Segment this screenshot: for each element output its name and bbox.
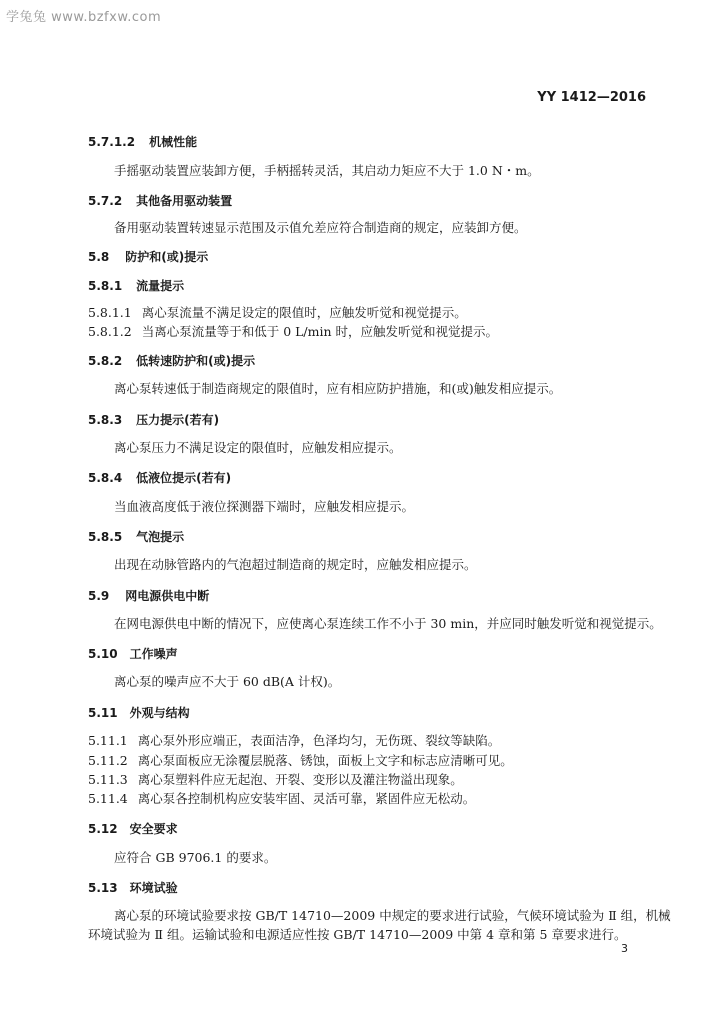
paragraph-line: 离心泵的环境试验要求按 GB/T 14710—2009 中规定的要求进行试验，气候环境试验为 Ⅱ 组，机械 [114, 908, 671, 923]
paragraph: 手摇驱动装置应装卸方便，手柄摇转灵活，其启动力矩应不大于 1.0 N・m。 [114, 163, 540, 178]
numbered-paragraph [88, 753, 650, 769]
heading-5-8-1 [88, 278, 650, 294]
clause-text: 离心泵流量不满足设定的限值时，应触发听觉和视觉提示。 [141, 305, 467, 320]
clause-text: 当离心泵流量等于和低于 0 L/min 时，应触发听觉和视觉提示。 [141, 324, 499, 339]
clause-title: 低液位提示(若有) [136, 471, 232, 485]
clause-title: 气泡提示 [136, 530, 185, 544]
clause-number: 5.11.3 [88, 772, 128, 787]
paragraph: 离心泵转速低于制造商规定的限值时，应有相应防护措施，和(或)触发相应提示。 [114, 381, 562, 396]
paragraph: 在网电源供电中断的情况下，应使离心泵连续工作不小于 30 min，并应同时触发听觉和视觉提示。 [114, 616, 662, 631]
clause-title: 低转速防护和(或)提示 [136, 354, 256, 368]
clause-number: 5.8.1 [88, 279, 123, 293]
clause-number: 5.11.2 [88, 753, 128, 768]
numbered-paragraph [88, 324, 650, 340]
clause-title: 机械性能 [149, 135, 198, 149]
clause-text: 离心泵外形应端正，表面洁净，色泽均匀，无伤斑、裂纹等缺陷。 [137, 733, 501, 748]
clause-text: 离心泵塑料件应无起泡、开裂、变形以及灌注物溢出现象。 [137, 772, 463, 787]
heading-5-8-5 [88, 529, 650, 545]
clause-title: 流量提示 [136, 279, 185, 293]
clause-number: 5.9 [88, 589, 110, 603]
clause-number: 5.8.4 [88, 471, 123, 485]
clause-number: 5.8.1.1 [88, 305, 132, 320]
numbered-paragraph [88, 772, 650, 788]
heading-5-11 [88, 705, 650, 721]
paragraph: 备用驱动装置转速显示范围及示值允差应符合制造商的规定，应装卸方便。 [114, 220, 527, 235]
page-number: 3 [621, 942, 628, 955]
clause-number: 5.8.2 [88, 354, 123, 368]
paragraph: 出现在动脉管路内的气泡超过制造商的规定时，应触发相应提示。 [114, 557, 477, 572]
clause-number: 5.10 [88, 647, 118, 661]
clause-number: 5.8.5 [88, 530, 123, 544]
paragraph: 当血液高度低于液位探测器下端时，应触发相应提示。 [114, 499, 415, 514]
clause-title: 外观与结构 [129, 706, 190, 720]
paragraph: 离心泵的噪声应不大于 60 dB(A 计权)。 [114, 674, 341, 689]
clause-number: 5.7.2 [88, 194, 123, 208]
clause-number: 5.11.1 [88, 733, 128, 748]
heading-5-8-4 [88, 470, 650, 486]
clause-title: 工作噪声 [129, 647, 178, 661]
heading-5-7-2 [88, 193, 650, 209]
heading-5-8 [88, 249, 650, 265]
clause-number: 5.8.1.2 [88, 324, 132, 339]
clause-title: 网电源供电中断 [125, 589, 210, 603]
clause-number: 5.8.3 [88, 413, 123, 427]
clause-title: 防护和(或)提示 [125, 250, 209, 264]
clause-number: 5.7.1.2 [88, 135, 136, 149]
clause-number: 5.11.4 [88, 791, 128, 806]
clause-title: 安全要求 [129, 822, 178, 836]
heading-5-10 [88, 646, 650, 662]
heading-5-9 [88, 588, 650, 604]
clause-number: 5.13 [88, 881, 118, 895]
numbered-paragraph [88, 733, 650, 749]
heading-5-8-3 [88, 412, 650, 428]
heading-5-13 [88, 880, 650, 896]
paragraph-line: 环境试验为 Ⅱ 组。运输试验和电源适应性按 GB/T 14710—2009 中第 4 章和第 5 章要求进行。 [88, 927, 627, 942]
clause-number: 5.11 [88, 706, 118, 720]
paragraph: 应符合 GB 9706.1 的要求。 [114, 850, 277, 865]
numbered-paragraph [88, 305, 650, 321]
clause-text: 离心泵面板应无涂覆层脱落、锈蚀，面板上文字和标志应清晰可见。 [137, 753, 513, 768]
clause-text: 离心泵各控制机构应安装牢固、灵活可靠，紧固件应无松动。 [137, 791, 476, 806]
clause-number: 5.12 [88, 822, 118, 836]
clause-title: 其他备用驱动装置 [136, 194, 233, 208]
heading-5-12 [88, 821, 650, 837]
numbered-paragraph [88, 791, 650, 807]
clause-title: 环境试验 [129, 881, 178, 895]
clause-title: 压力提示(若有) [136, 413, 220, 427]
clause-number: 5.8 [88, 250, 110, 264]
watermark: 学兔兔 www.bzfxw.com [6, 10, 162, 25]
heading-5-7-1-2 [88, 134, 650, 150]
standard-code: YY 1412—2016 [537, 90, 646, 105]
paragraph: 离心泵压力不满足设定的限值时，应触发相应提示。 [114, 440, 402, 455]
heading-5-8-2 [88, 353, 650, 369]
